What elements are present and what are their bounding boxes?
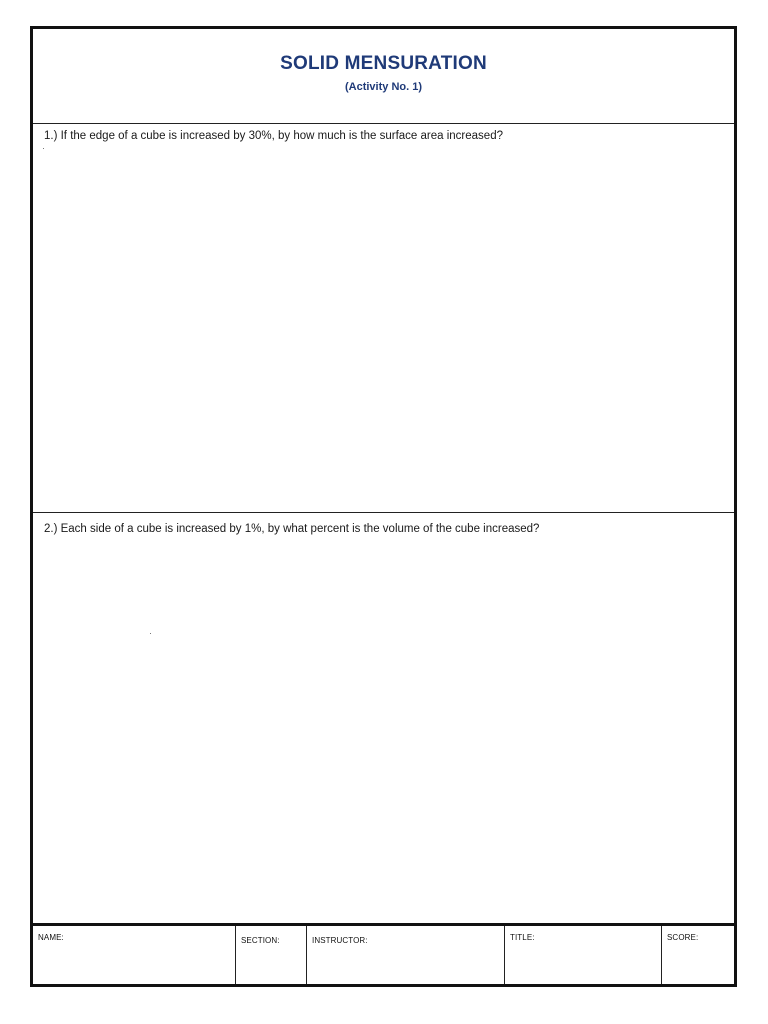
page-title: SOLID MENSURATION: [280, 53, 487, 74]
section-field[interactable]: [236, 926, 307, 984]
student-info-row: [33, 923, 734, 984]
instructor-label: INSTRUCTOR:: [312, 936, 368, 945]
name-field[interactable]: [33, 926, 236, 984]
question-2-text: 2.) Each side of a cube is increased by 1%, by what percent is the volume of the cube increased?: [44, 523, 540, 535]
title-field[interactable]: [505, 926, 662, 984]
score-label: SCORE:: [667, 933, 699, 942]
section-label: SECTION:: [241, 936, 280, 945]
stray-mark: [43, 148, 44, 149]
instructor-field[interactable]: [307, 926, 505, 984]
question-1-answer-area[interactable]: [33, 124, 734, 513]
question-2-answer-area[interactable]: [33, 514, 734, 924]
sheet-header: [33, 29, 734, 124]
question-1-text: 1.) If the edge of a cube is increased by 30%, by how much is the surface area increased?: [44, 130, 503, 142]
activity-number: (Activity No. 1): [344, 81, 422, 93]
name-label: NAME:: [38, 933, 64, 942]
score-field[interactable]: [662, 926, 734, 984]
stray-mark: [150, 633, 151, 634]
activity-sheet: [30, 26, 737, 987]
title-label: TITLE:: [510, 933, 535, 942]
